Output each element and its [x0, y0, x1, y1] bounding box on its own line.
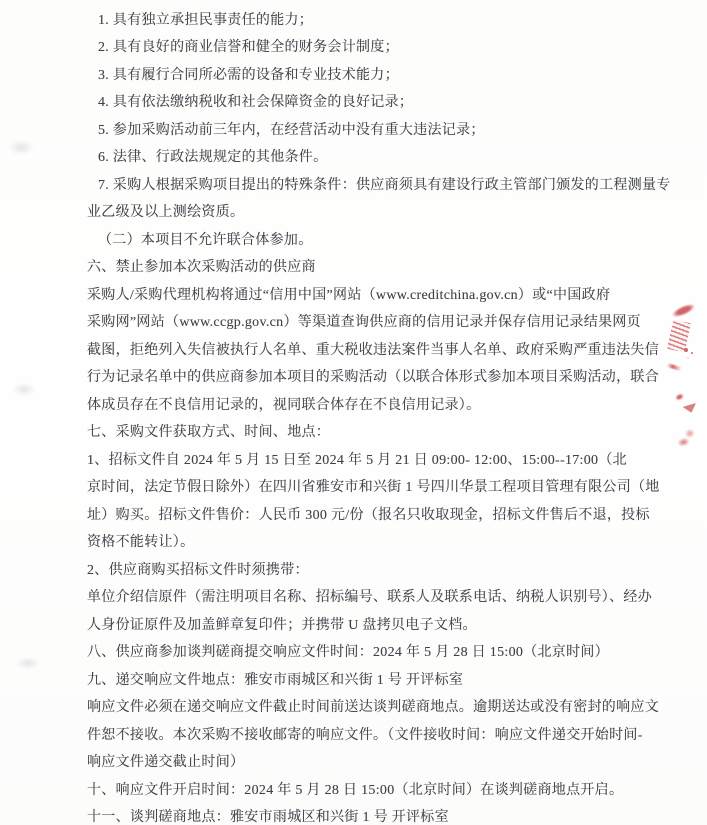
text-line: 行为记录名单中的供应商参加本项目的采购活动（以联合体形式参加本项目采购活动，联合: [87, 370, 659, 386]
text-line: 址）购买。招标文件售价：人民币 300 元/份（报名只收取现金，招标文件售后不退，投标: [87, 507, 650, 523]
text-line: 1、招标文件自 2024 年 5 月 15 日至 2024 年 5 月 21 日 09:00- 12:00、15:00--17:00（北: [87, 452, 627, 468]
text-line: 3. 具有履行合同所必需的设备和专业技术能力；: [98, 67, 399, 83]
text-line: 采购人/采购代理机构将通过“信用中国”网站（www.creditchina.gov.cn）或“中国政府: [87, 287, 611, 303]
text-line: 六、禁止参加本次采购活动的供应商: [87, 260, 316, 276]
text-line: 1. 具有独立承担民事责任的能力；: [98, 12, 314, 28]
scan-smudge: [16, 657, 40, 669]
text-line: 八、供应商参加谈判磋商提交响应文件时间：2024 年 5 月 28 日 15:00（北京时间）: [87, 645, 609, 661]
text-line: 件恕不接收。本次采购不接收邮寄的响应文件。（文件接收时间：响应文件递交开始时间-: [87, 727, 643, 743]
text-line: 5. 参加采购活动前三年内，在经营活动中没有重大违法记录；: [98, 122, 485, 138]
text-line: 2、供应商购买招标文件时须携带：: [87, 562, 309, 578]
text-line: 6. 法律、行政法规规定的其他条件。: [98, 150, 328, 166]
text-line: 十一、谈判磋商地点：雅安市雨城区和兴街 1 号 开评标室: [87, 810, 449, 825]
text-line: 截图，拒绝列入失信被执行人名单、重大税收违法案件当事人名单、政府采购严重违法失信: [87, 342, 659, 358]
text-line: 十、响应文件开启时间：2024 年 5 月 28 日 15:00（北京时间）在谈判磋商地点开启。: [87, 782, 624, 798]
text-line: 2. 具有良好的商业信誉和健全的财务会计制度；: [98, 40, 399, 56]
text-line: 人身份证原件及加盖鲜章复印件；并携带 U 盘拷贝电子文档。: [87, 617, 477, 633]
text-line: 体成员存在不良信用记录的，视同联合体存在不良信用记录）。: [87, 397, 481, 413]
text-line: 7. 采购人根据采购项目提出的特殊条件：供应商须具有建设行政主管部门颁发的工程测量专: [98, 177, 671, 193]
document-text: [87, 5, 687, 825]
scan-smudge: [12, 383, 36, 396]
text-line: 采购网”网站（www.ccgp.gov.cn）等渠道查询供应商的信用记录并保存信用记录结果网页: [87, 315, 641, 331]
text-line: 资格不能转让）。: [87, 535, 195, 551]
scan-smudge: [8, 140, 34, 155]
text-line: 响应文件递交截止时间）: [87, 755, 245, 771]
text-line: 九、递交响应文件地点：雅安市雨城区和兴街 1 号 开评标室: [87, 672, 464, 688]
text-line: 七、采购文件获取方式、时间、地点：: [87, 425, 331, 441]
text-line: 单位介绍信原件（需注明项目名称、招标编号、联系人及联系电话、纳税人识别号）、经办: [87, 590, 652, 606]
text-line: 业乙级及以上测绘资质。: [87, 205, 245, 221]
text-line: 响应文件必须在递交响应文件截止时间前送达谈判磋商地点。逾期送达或没有密封的响应文: [87, 700, 659, 716]
text-line: （二）本项目不允许联合体参加。: [98, 232, 313, 248]
text-line: 4. 具有依法缴纳税收和社会保障资金的良好记录；: [98, 95, 414, 111]
text-line: 京时间，法定节假日除外）在四川省雅安市和兴街 1 号四川华景工程项目管理有限公司（地: [87, 480, 660, 496]
red-seal-fragment: [684, 348, 688, 352]
